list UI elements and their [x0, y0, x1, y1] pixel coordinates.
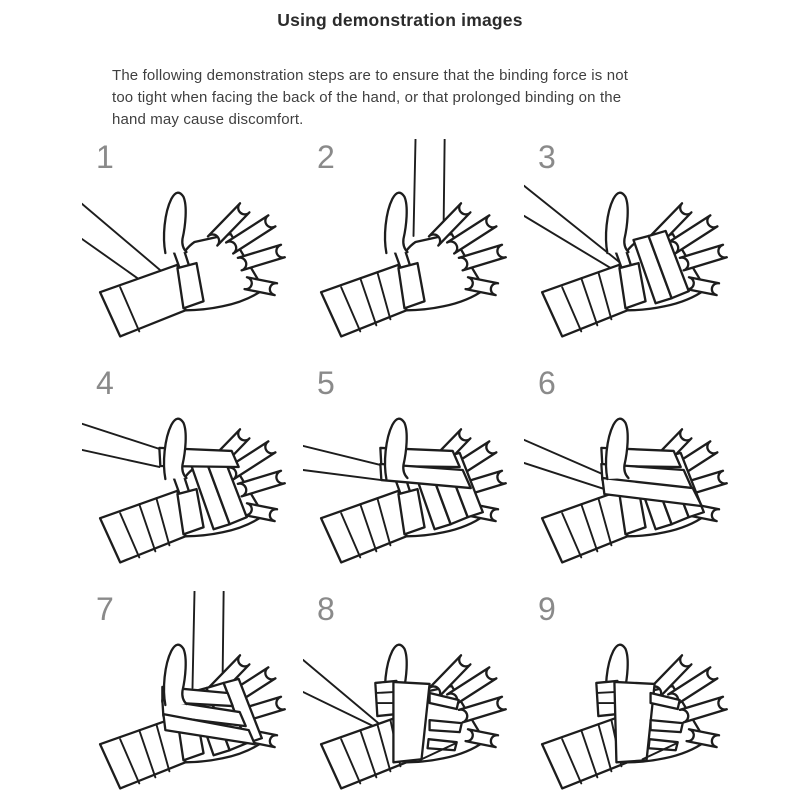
intro-paragraph [112, 65, 720, 131]
step-number-label: 5 [317, 365, 335, 401]
step-cell-7 [82, 591, 303, 803]
page-title: Using demonstration images [277, 10, 523, 30]
step-cell-3 [524, 139, 745, 351]
step-number-label: 2 [317, 139, 335, 175]
step-number-label: 3 [538, 139, 556, 175]
hand-wrap-step-5-illustration [303, 365, 524, 577]
step-number-label: 9 [538, 591, 556, 627]
hand-wrap-step-9-illustration [524, 591, 745, 803]
intro-line-1: The following demonstration steps are to ensure that the binding force is not [112, 67, 629, 84]
step-cell-6 [524, 365, 745, 577]
hand-wrap-step-3-illustration [524, 139, 745, 351]
step-cell-4 [82, 365, 303, 577]
step-number-label: 6 [538, 365, 556, 401]
intro-line-3: hand may cause discomfort. [112, 111, 304, 128]
step-cell-2 [303, 139, 524, 351]
hand-wrap-step-8-illustration [303, 591, 524, 803]
step-number-label: 1 [96, 139, 114, 175]
step-number-label: 4 [96, 365, 114, 401]
hand-wrap-step-4-illustration [82, 365, 303, 577]
hand-wrap-step-1-illustration [82, 139, 303, 351]
step-number-label: 7 [96, 591, 114, 627]
hand-wrap-step-6-illustration [524, 365, 745, 577]
step-cell-1 [82, 139, 303, 351]
intro-line-2: too tight when facing the back of the hand, or that prolonged binding on the [112, 89, 622, 106]
step-cell-8 [303, 591, 524, 803]
steps-grid [82, 139, 745, 803]
hand-wrap-step-2-illustration [303, 139, 524, 351]
step-cell-5 [303, 365, 524, 577]
hand-wrap-step-7-illustration [82, 591, 303, 803]
step-number-label: 8 [317, 591, 335, 627]
step-cell-9 [524, 591, 745, 803]
